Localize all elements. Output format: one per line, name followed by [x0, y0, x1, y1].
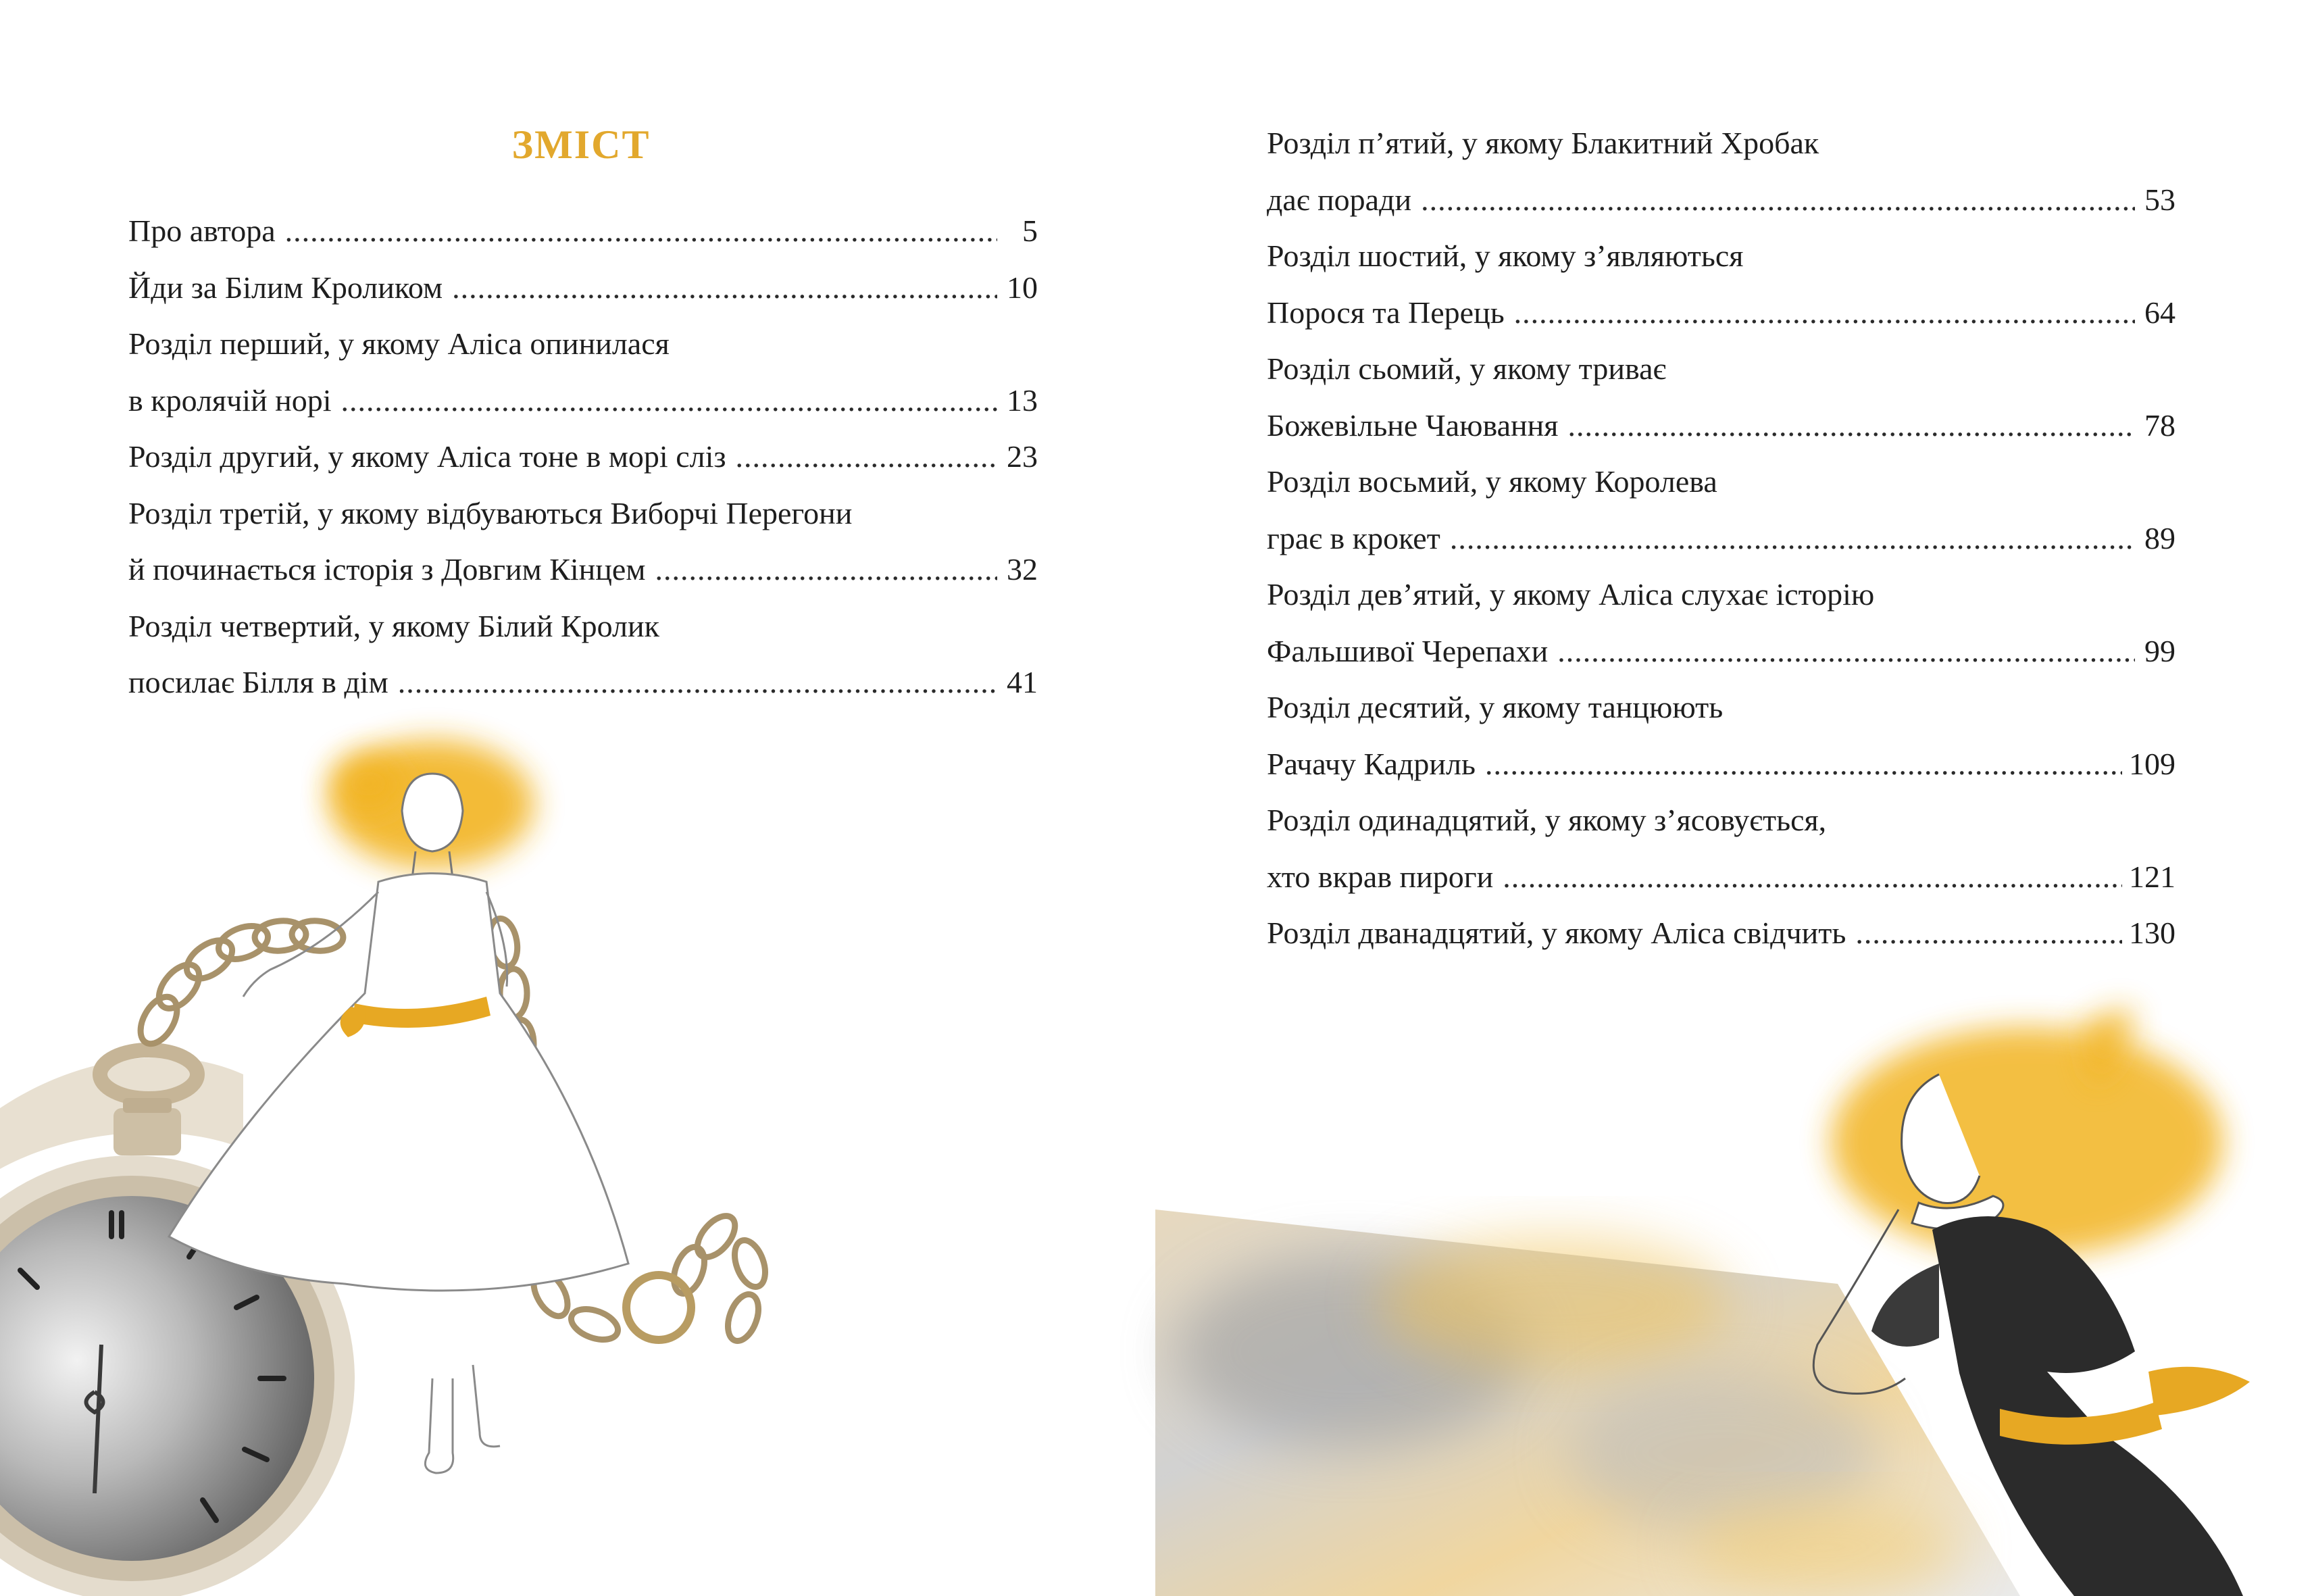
toc-entry[interactable]	[1267, 228, 2175, 341]
toc-entry-title: Розділ восьмий, у якому Королева	[1267, 464, 1717, 499]
dot-leader	[1450, 510, 2135, 567]
toc-entry-title: Розділ четвертий, у якому Білий Кролик	[128, 608, 659, 643]
toc-entry-line	[1267, 115, 2175, 172]
toc-entry-title-cont: посилає Білля в дім	[128, 665, 388, 699]
toc-title: ЗМІСТ	[511, 122, 651, 167]
toc-entry-line	[1267, 172, 2175, 228]
toc-entry-title-cont: й починається історія з Довгим Кінцем	[128, 552, 646, 587]
toc-entry-title: Про автора	[128, 214, 276, 248]
toc-page-number: 109	[2129, 746, 2175, 781]
toc-entry-title: Розділ десятий, у якому танцюють	[1267, 690, 1724, 724]
toc-entry[interactable]	[1267, 679, 2175, 792]
dot-leader	[452, 259, 997, 316]
toc-entry-title: Розділ другий, у якому Аліса тоне в морі сліз	[128, 439, 726, 474]
toc-entry[interactable]	[1267, 341, 2175, 453]
toc-page-number: 99	[2144, 633, 2175, 668]
toc-entry-line	[1267, 849, 2175, 905]
toc-entry-title: Розділ п’ятий, у якому Блакитний Хробак	[1267, 126, 1819, 160]
toc-page-number: 10	[1007, 270, 1038, 305]
toc-entry-line	[128, 259, 1038, 316]
toc-entry-title: Розділ шостий, у якому з’являються	[1267, 239, 1744, 273]
toc-left-column	[128, 203, 1038, 711]
dot-leader	[1567, 397, 2135, 454]
dot-leader	[655, 541, 997, 598]
toc-page-number: 53	[2144, 182, 2175, 217]
toc-entry-title-cont: Фальшивої Черепахи	[1267, 633, 1549, 668]
dot-leader	[1485, 736, 2122, 793]
toc-entry-title-cont: грає в крокет	[1267, 520, 1440, 555]
toc-entry-line	[1267, 566, 2175, 623]
toc-page-number: 130	[2129, 916, 2175, 950]
toc-entry-line	[1267, 679, 2175, 736]
toc-entry-line	[128, 654, 1038, 711]
toc-page-number: 64	[2144, 295, 2175, 330]
toc-entry[interactable]	[128, 259, 1038, 316]
toc-entry-title: Розділ перший, у якому Аліса опинилася	[128, 326, 670, 361]
toc-entry[interactable]	[1267, 566, 2175, 679]
toc-right-column	[1267, 115, 2175, 962]
toc-entry-title-cont: хто вкрав пироги	[1267, 859, 1494, 894]
dot-leader	[285, 203, 997, 259]
dot-leader	[1421, 172, 2135, 228]
toc-page-number: 32	[1007, 552, 1038, 587]
toc-entry[interactable]	[1267, 453, 2175, 566]
toc-entry-title: Розділ одинадцятий, у якому з’ясовується,	[1267, 803, 1827, 837]
toc-entry-line	[1267, 397, 2175, 454]
toc-entry[interactable]	[128, 598, 1038, 711]
dot-leader	[1503, 849, 2122, 905]
toc-entry[interactable]	[128, 203, 1038, 259]
toc-entry-line	[128, 203, 1038, 259]
toc-page-number: 23	[1007, 439, 1038, 474]
toc-entry-line	[128, 428, 1038, 485]
toc-entry-line	[1267, 736, 2175, 793]
toc-entry-title: Розділ дев’ятий, у якому Аліса слухає історію	[1267, 577, 1875, 612]
dot-leader	[736, 428, 997, 485]
toc-entry[interactable]	[1267, 905, 2175, 962]
toc-page-number: 78	[2144, 407, 2175, 443]
toc-page-number: 13	[1007, 382, 1038, 418]
dot-leader	[1855, 905, 2122, 962]
toc-page-number: 41	[1007, 665, 1038, 699]
toc-entry[interactable]	[1267, 115, 2175, 228]
dot-leader	[1557, 623, 2135, 680]
toc-page-number: 5	[1022, 214, 1038, 248]
toc-entry-line	[128, 485, 1038, 542]
dot-leader	[341, 372, 997, 429]
toc-entry-line	[1267, 284, 2175, 341]
toc-entry-line	[1267, 792, 2175, 849]
toc-entry-title-cont: Божевільне Чаювання	[1267, 407, 1559, 443]
toc-entry-line	[128, 598, 1038, 655]
toc-entry-title-cont: в кролячій норі	[128, 382, 332, 418]
toc-page-number: 121	[2129, 859, 2175, 894]
toc-entry[interactable]	[128, 316, 1038, 428]
toc-entry[interactable]	[128, 485, 1038, 598]
toc-entry-line	[1267, 623, 2175, 680]
toc-entry-title: Розділ дванадцятий, у якому Аліса свідчить	[1267, 916, 1846, 950]
toc-entry-title-cont: дає поради	[1267, 182, 1412, 217]
dot-leader	[1514, 284, 2135, 341]
toc-entry-line	[1267, 341, 2175, 397]
toc-entry-line	[1267, 453, 2175, 510]
toc-entry-title-cont: Рачачу Кадриль	[1267, 746, 1476, 781]
toc-entry-title: Розділ третій, у якому відбуваються Виборчі Перегони	[128, 495, 853, 530]
toc-entry[interactable]	[128, 428, 1038, 485]
dot-leader	[398, 654, 997, 711]
toc-entry-line	[128, 316, 1038, 372]
toc-entry-line	[128, 372, 1038, 429]
toc-entry-title-cont: Порося та Перець	[1267, 295, 1505, 330]
table-illustration	[1155, 1210, 2020, 1596]
toc-entry-title: Розділ сьомий, у якому триває	[1267, 351, 1667, 386]
toc-entry-title: Йди за Білим Кроликом	[128, 270, 443, 305]
toc-entry-line	[128, 541, 1038, 598]
toc-page-number: 89	[2144, 520, 2175, 555]
toc-entry-line	[1267, 510, 2175, 567]
toc-entry-line	[1267, 228, 2175, 284]
toc-entry-line	[1267, 905, 2175, 962]
toc-entry[interactable]	[1267, 792, 2175, 905]
